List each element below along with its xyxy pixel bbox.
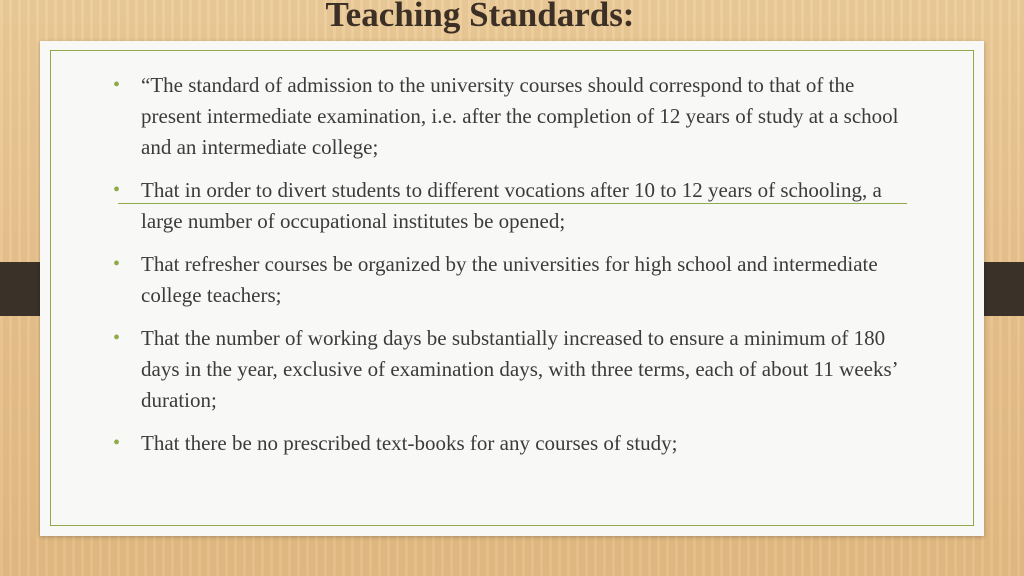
bullet-list — [112, 70, 902, 471]
bullet-icon: • — [113, 432, 121, 454]
bullet-text: That refresher courses be organized by the universities for high school and intermediate college teachers; — [141, 252, 878, 307]
bullet-text: “The standard of admission to the university courses should correspond to that of the present intermediate examination, i.e. after the completion of 12 years of study at a school and an intermediate college; — [141, 73, 899, 159]
list-item — [112, 323, 902, 416]
bullet-icon: • — [113, 74, 121, 96]
bullet-text: That there be no prescribed text-books for any courses of study; — [141, 431, 678, 455]
list-item — [112, 428, 902, 459]
bullet-text: That the number of working days be substantially increased to ensure a minimum of 180 days in the year, exclusive of examination days, with three terms, each of about 11 weeks’ duration; — [141, 326, 898, 412]
bullet-icon: • — [113, 327, 121, 349]
bullet-text: That in order to divert students to different vocations after 10 to 12 years of schooling, a large number of occupational institutes be opened; — [141, 178, 882, 233]
list-item — [112, 249, 902, 311]
slide-title: Teaching Standards: — [325, 0, 635, 34]
bullet-icon: • — [113, 253, 121, 275]
list-item — [112, 70, 902, 163]
list-item — [112, 175, 902, 237]
bullet-icon: • — [113, 179, 121, 201]
title-area — [0, 0, 960, 40]
